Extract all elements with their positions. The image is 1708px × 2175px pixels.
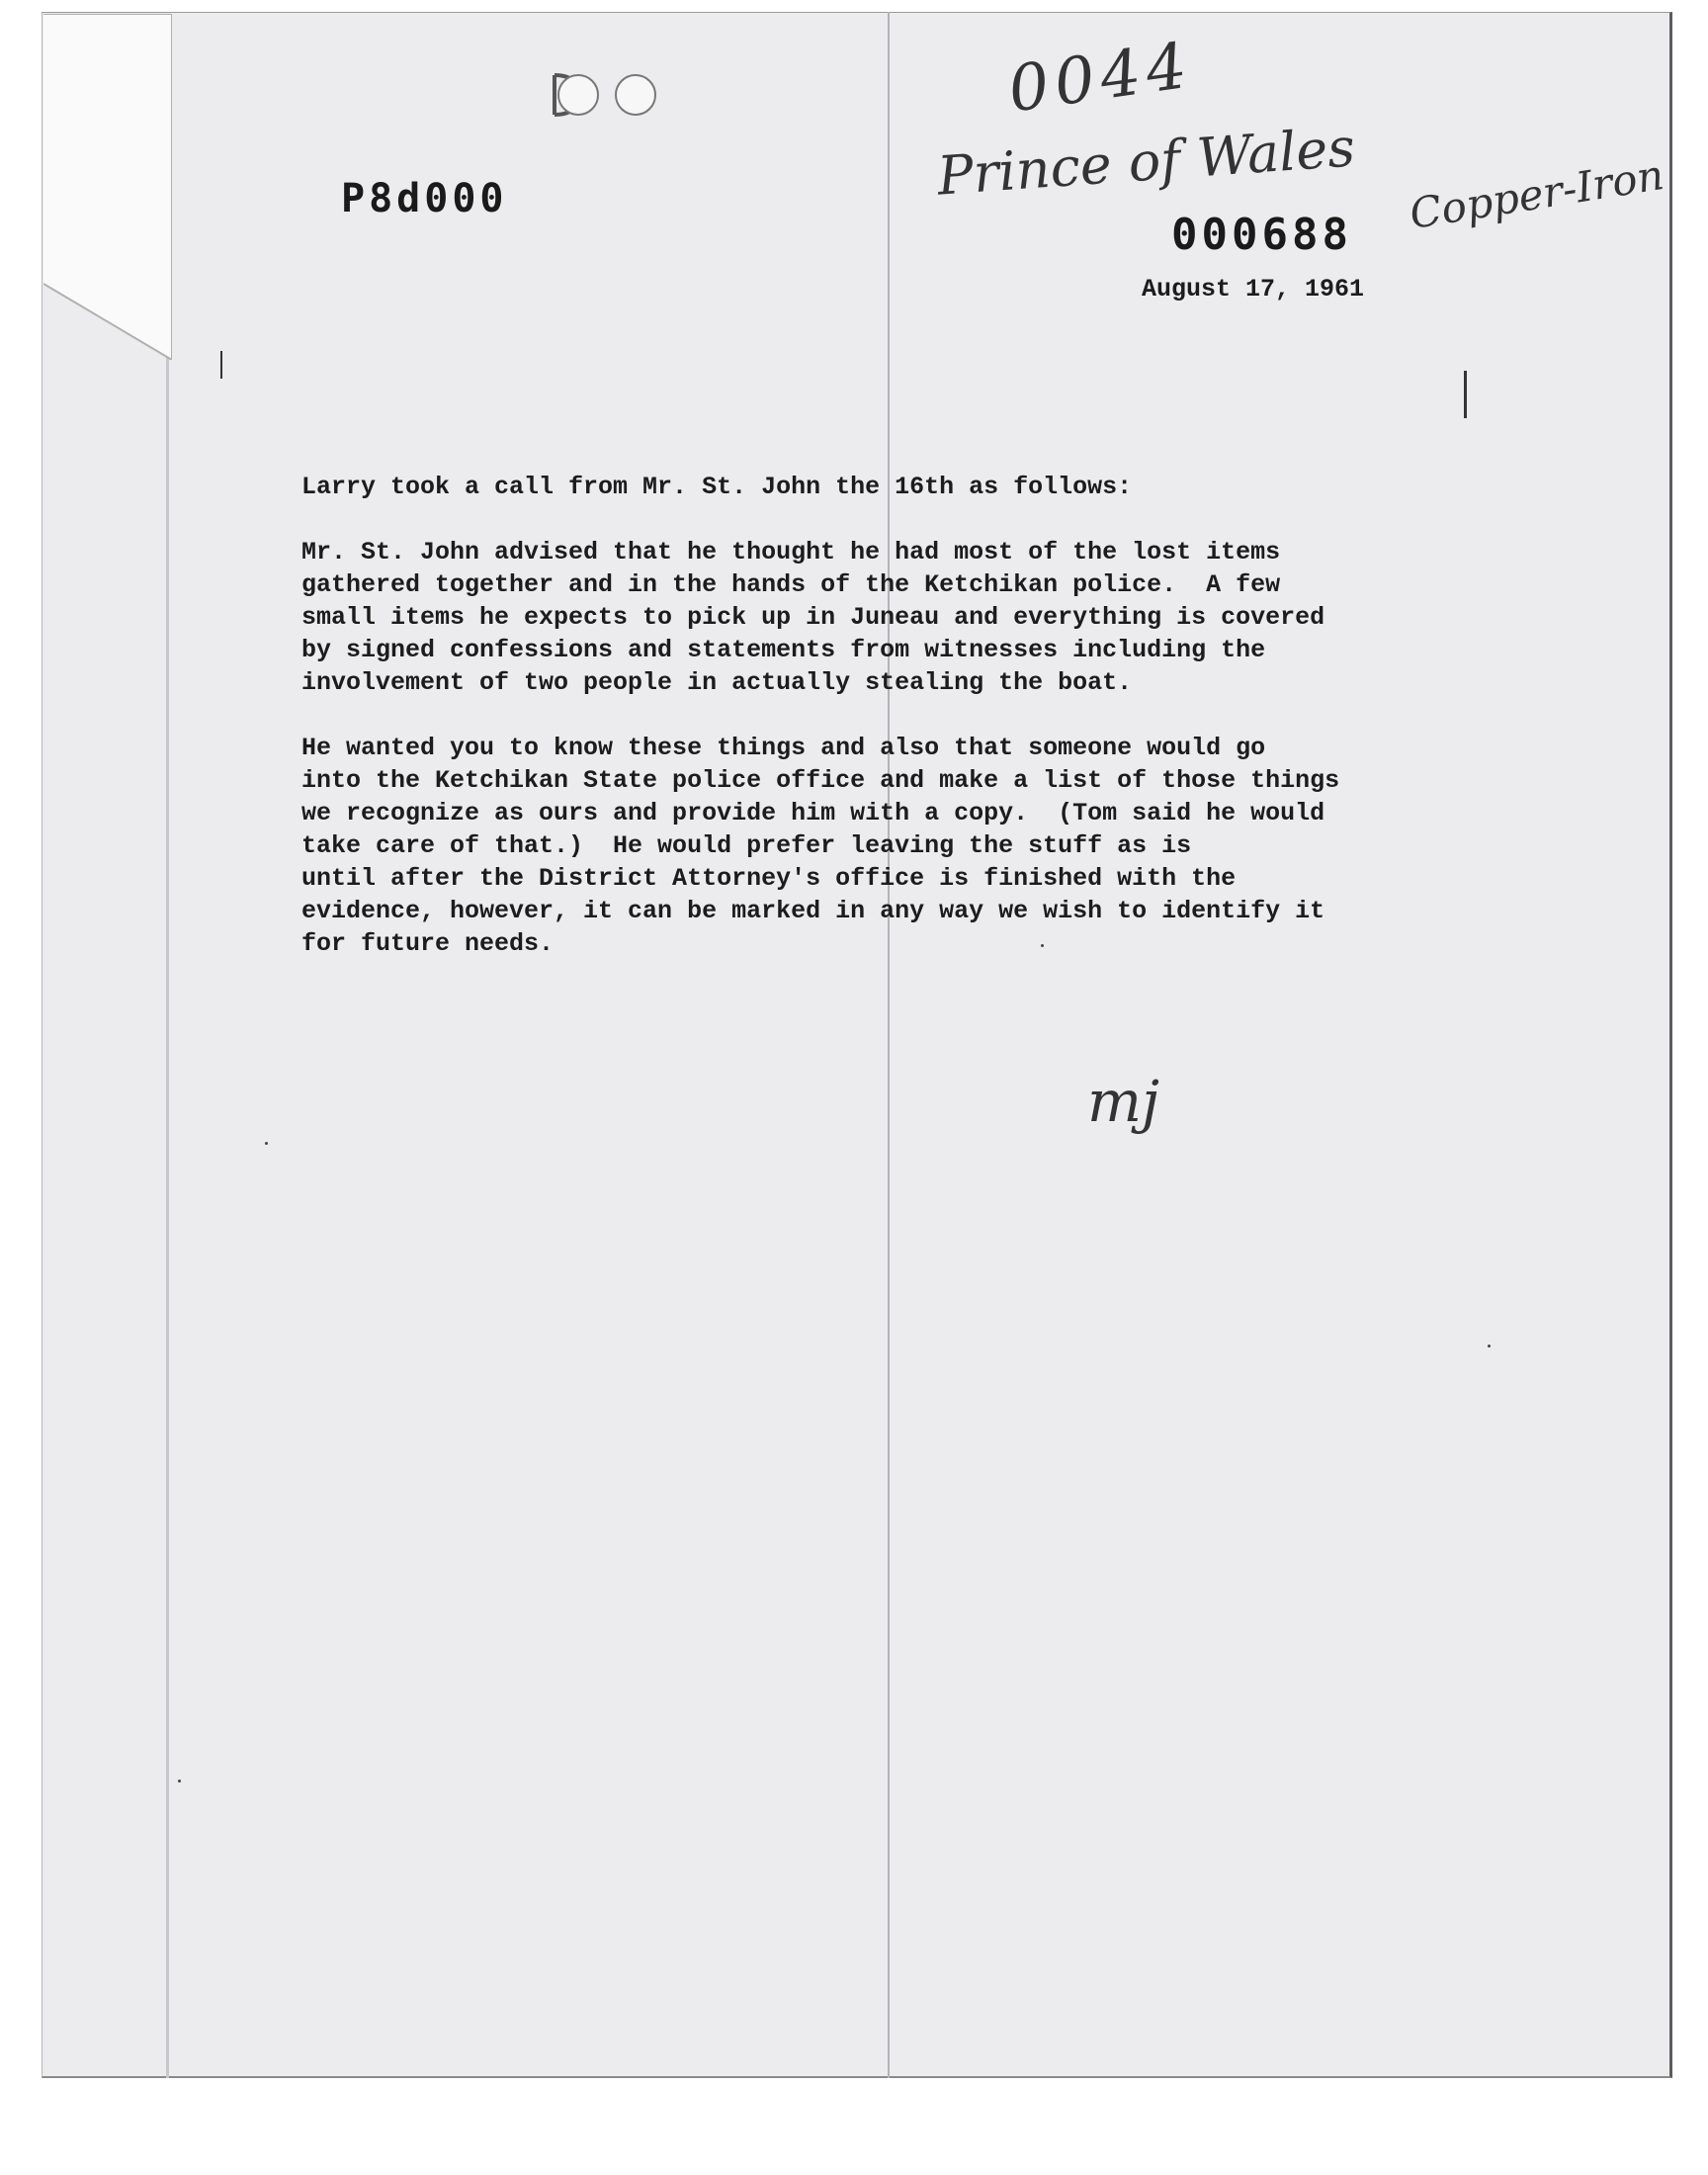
handwritten-initials: mj — [1087, 1068, 1159, 1135]
handwritten-subject: Copper-Iron — [1406, 150, 1667, 238]
letter-date: August 17, 1961 — [1142, 275, 1365, 304]
speck — [1041, 944, 1044, 947]
margin-tick-right — [1464, 371, 1467, 418]
body-paragraph-1: Larry took a call from Mr. St. John the 16th as follows: — [301, 473, 1133, 501]
body-paragraph-3: He wanted you to know these things and also that someone would go into the Ketchikan State police office and make a list of those things we recognize as ours and provide him with a copy. (Tom said he would take care of that.) He would prefer leaving the stuff as is until after the District Attorney's office is finished with the evidence, however, it can be marked in any way we wish to identify it for future needs. — [301, 734, 1340, 958]
punch-holes — [549, 67, 667, 127]
handwritten-number: 0044 — [1003, 29, 1198, 128]
speck — [265, 1142, 268, 1145]
stamp-number: 000688 — [1171, 210, 1352, 260]
speck — [1488, 1345, 1491, 1348]
body-paragraph-2: Mr. St. John advised that he thought he had most of the lost items gathered together and in the hands of the Ketchikan police. A few small items he expects to pick up in Juneau and everything is covered by signed confessions and statements from witnesses including the involvement of two people in actually stealing the boat. — [301, 538, 1325, 697]
speck — [178, 1780, 181, 1783]
fold-line-center — [888, 12, 890, 2078]
margin-tick-left — [220, 351, 222, 379]
paper-sheet — [42, 12, 1672, 2078]
handwritten-location: Prince of Wales — [935, 116, 1357, 208]
letter-body — [301, 471, 1517, 993]
stamp-top-left: P8d000 — [341, 176, 508, 221]
